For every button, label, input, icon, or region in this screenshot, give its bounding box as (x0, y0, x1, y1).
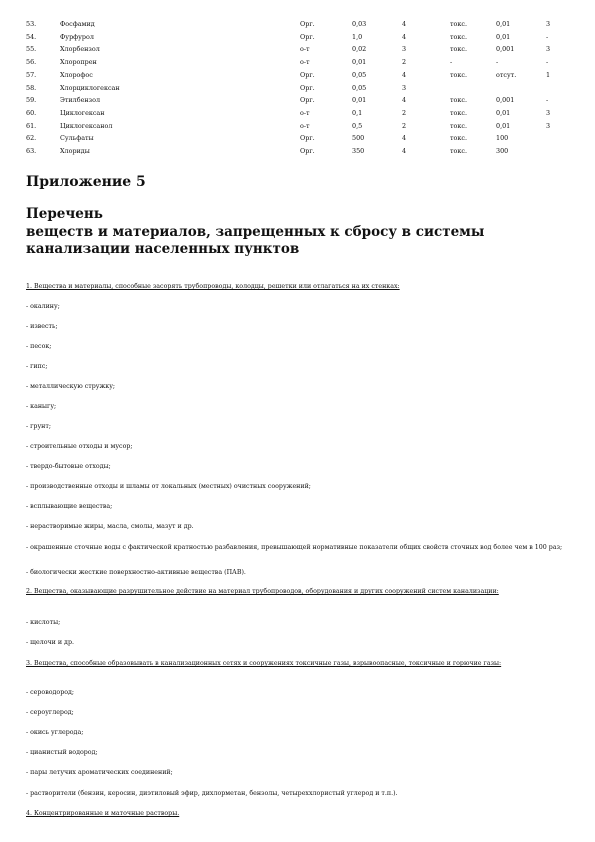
table-cell: токс. (450, 134, 467, 143)
section-heading: 4. Концентрированные и маточные растворы. (26, 810, 180, 817)
appendix-heading: Приложение 5 (26, 174, 146, 190)
list-item: - окрашенные сточные воды с фактической кратностью разбавления, превышающей нормативные показатели общих свойств сточных вод более чем в 100 раз; (26, 544, 563, 551)
table-cell: 61. (26, 121, 37, 130)
table-row (26, 56, 566, 69)
list-item: - окалину; (26, 303, 60, 310)
table-row (26, 31, 566, 44)
table-cell: - (450, 58, 453, 67)
section-heading: 2. Вещества, оказывающие разрушительное действие на материал трубопроводов, оборудования и других сооружений систем канализации: (26, 588, 499, 595)
section-heading: 3. Вещества, способные образовывать в канализационных сетях и сооружениях токсичные газы, взрывоопасные, токсичные и горючие газы: (26, 660, 502, 667)
list-item: - сероуглерод; (26, 709, 74, 716)
table-cell: о-т (300, 58, 310, 67)
table-row (26, 145, 566, 158)
table-cell: 63. (26, 147, 37, 156)
table-cell: Фурфурол (60, 32, 94, 41)
table-cell: токс. (450, 20, 467, 28)
list-item: - всплывающие вещества; (26, 503, 113, 510)
table-cell: о-т (300, 45, 310, 54)
table-row (26, 18, 566, 31)
table-cell: 55. (26, 45, 37, 54)
table-cell: 4 (402, 20, 407, 28)
table-cell: 4 (402, 147, 407, 156)
table-cell: токс. (450, 121, 467, 130)
table-row (26, 94, 566, 107)
table-cell: 2 (402, 108, 407, 117)
table-cell: 62. (26, 134, 37, 143)
table-cell: 0,01 (496, 20, 511, 28)
table-cell: 0,1 (352, 108, 363, 117)
table-cell: 3 (546, 108, 551, 117)
table-cell: Хлорциклогексан (60, 83, 120, 92)
table-cell: токс. (450, 147, 467, 156)
table-cell: Орг. (300, 147, 315, 156)
list-item: - гипс; (26, 363, 48, 370)
table-cell: Этилбензол (60, 96, 101, 105)
table-cell (546, 132, 566, 145)
table-cell: о-т (300, 108, 310, 117)
title-line: Перечень (26, 206, 103, 222)
substances-table (26, 18, 566, 158)
section-heading: 1. Вещества и материалы, способные засорять трубопроводы, колодцы, решетки или отлагаться на их стенках: (26, 283, 400, 290)
table-cell: отсут. (496, 70, 517, 79)
table-cell: 4 (402, 70, 407, 79)
table-cell: Хлориды (60, 147, 90, 156)
list-item: - металлическую стружку; (26, 383, 116, 390)
document-title (26, 206, 484, 259)
list-item: - щелочи и др. (26, 639, 74, 646)
table-cell: токс. (450, 32, 467, 41)
list-item: - каныгу; (26, 403, 57, 410)
table-cell: о-т (300, 121, 310, 130)
table-cell: 0,01 (496, 121, 511, 130)
table-cell: токс. (450, 70, 467, 79)
table-cell: 54. (26, 32, 37, 41)
table-cell: 3 (546, 45, 551, 54)
table-cell: 1,0 (352, 32, 363, 41)
table-cell: 57. (26, 70, 37, 79)
table-cell: токс. (450, 45, 467, 54)
table-row (26, 107, 566, 120)
table-row (26, 43, 566, 56)
table-cell: 56. (26, 58, 37, 67)
table-cell: 0,001 (496, 45, 515, 54)
table-row (26, 120, 566, 133)
table-cell (496, 82, 546, 95)
table-cell: Орг. (300, 70, 315, 79)
table-cell: 350 (352, 147, 365, 156)
table-cell: Орг. (300, 20, 315, 28)
list-item: - пары летучих ароматических соединений; (26, 769, 173, 776)
table-cell: Циклогексан (60, 108, 105, 117)
title-line: канализации населенных пунктов (26, 241, 300, 257)
substances-table-body (26, 18, 566, 158)
table-cell: - (546, 58, 549, 67)
table-cell: 59. (26, 96, 37, 105)
table-cell: - (496, 58, 499, 67)
table-cell: токс. (450, 96, 467, 105)
table-cell: Орг. (300, 96, 315, 105)
list-item: - цианистый водород; (26, 749, 98, 756)
list-item: - известь; (26, 323, 58, 330)
table-cell: 0,5 (352, 121, 363, 130)
table-row (26, 69, 566, 82)
list-item: - окись углерода; (26, 729, 84, 736)
table-cell: Хлорбензол (60, 45, 100, 54)
table-cell: 0,03 (352, 20, 367, 28)
table-cell: - (546, 32, 549, 41)
list-item: - песок; (26, 343, 52, 350)
list-item: - сероводород; (26, 689, 75, 696)
table-cell: 4 (402, 32, 407, 41)
table-row (26, 82, 566, 95)
table-cell: 500 (352, 134, 365, 143)
table-cell: 0,05 (352, 70, 367, 79)
table-cell: Орг. (300, 134, 315, 143)
table-cell: Хлорофос (60, 70, 93, 79)
table-cell: Орг. (300, 32, 315, 41)
table-cell: - (546, 96, 549, 105)
list-item: - грунт; (26, 423, 51, 430)
list-item: - твердо-бытовые отходы; (26, 463, 111, 470)
table-cell: 3 (402, 45, 407, 54)
table-cell: 0,05 (352, 83, 367, 92)
table-cell (450, 82, 496, 95)
table-cell: 60. (26, 108, 37, 117)
table-cell: 4 (402, 134, 407, 143)
table-cell: 3 (546, 20, 551, 28)
table-cell: 1 (546, 70, 551, 79)
table-cell: 3 (402, 83, 407, 92)
table-cell: 0,01 (352, 96, 367, 105)
table-cell: 2 (402, 58, 407, 67)
table-cell: Сульфаты (60, 134, 94, 143)
table-cell: 0,01 (352, 58, 367, 67)
list-item: - кислоты; (26, 619, 61, 626)
table-cell: 53. (26, 20, 37, 28)
table-cell: 100 (496, 134, 509, 143)
table-cell: 58. (26, 83, 37, 92)
table-cell: 4 (402, 96, 407, 105)
table-cell: 0,01 (496, 108, 511, 117)
table-cell: 0,001 (496, 96, 515, 105)
table-cell (546, 145, 566, 158)
list-item: - строительные отходы и мусор; (26, 443, 133, 450)
table-cell: Хлоропрен (60, 58, 97, 67)
table-cell: 0,02 (352, 45, 367, 54)
table-row (26, 132, 566, 145)
table-cell: 3 (546, 121, 551, 130)
list-item: - нерастворимые жиры, масла, смолы, мазут и др. (26, 523, 194, 530)
list-item: - биологически жесткие поверхностно-активные вещества (ПАВ). (26, 569, 246, 576)
title-line: веществ и материалов, запрещенных к сбросу в системы (26, 223, 485, 240)
table-cell: 300 (496, 147, 509, 156)
table-cell: 0,01 (496, 32, 511, 41)
table-cell: токс. (450, 108, 467, 117)
table-cell (546, 82, 566, 95)
table-cell: Фосфамид (60, 20, 95, 28)
table-cell: Циклогексанол (60, 121, 113, 130)
table-cell: 2 (402, 121, 407, 130)
list-item: - производственные отходы и шламы от локальных (местных) очистных сооружений; (26, 483, 311, 490)
table-cell: Орг. (300, 83, 315, 92)
list-item: - растворители (бензин, керосин, диэтиловый эфир, дихлорметан, бензолы, четыреххлористый углерод и т.п.). (26, 790, 398, 797)
